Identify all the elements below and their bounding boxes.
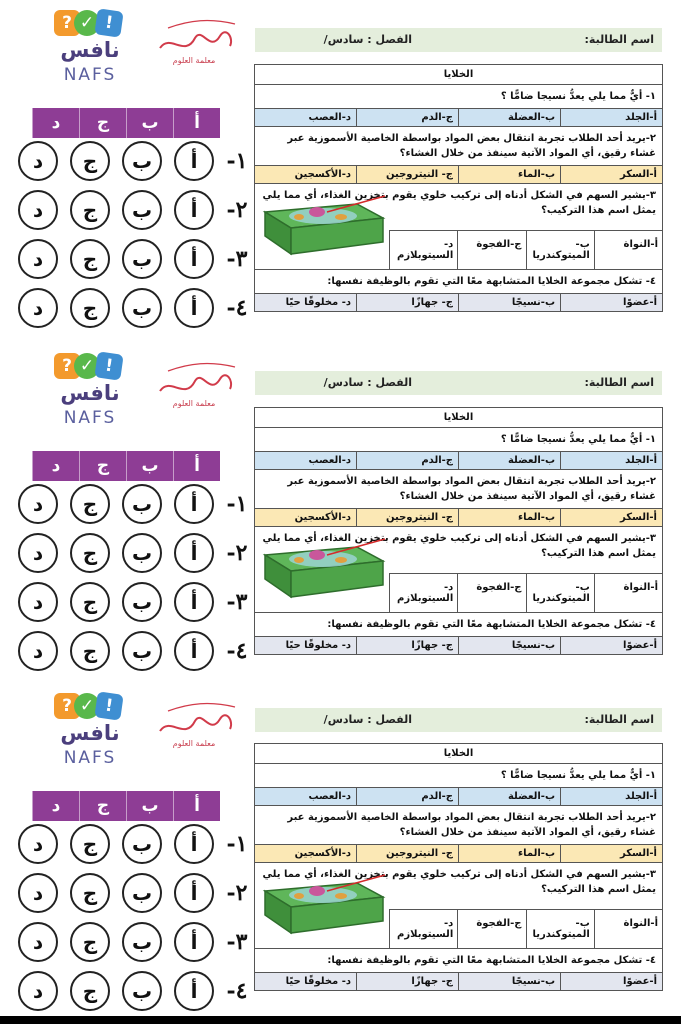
- question-number: ٢-: [226, 880, 248, 906]
- quiz-table: [254, 64, 663, 312]
- answer-bubble[interactable]: أ: [174, 141, 214, 181]
- option[interactable]: أ-الجلد: [560, 452, 662, 469]
- question-number: ١-: [226, 491, 248, 517]
- logo-arabic: نافس: [60, 721, 120, 745]
- q3-options: [389, 573, 662, 612]
- option[interactable]: ج-الفجوة: [457, 574, 525, 612]
- option[interactable]: أ-السكر: [560, 166, 662, 183]
- answer-bubble[interactable]: د: [18, 873, 58, 913]
- option[interactable]: ب-الميتوكندريا: [526, 574, 594, 612]
- answer-bubble[interactable]: ج: [70, 873, 110, 913]
- answer-row: [4, 581, 254, 623]
- q1-options: [255, 452, 662, 470]
- exclamation-icon: !: [94, 8, 123, 37]
- option[interactable]: د-الأكسجين: [294, 512, 351, 523]
- quiz-title: الخلايا: [255, 65, 662, 85]
- option[interactable]: ب-الماء: [458, 509, 560, 526]
- question-number: ٣-: [226, 246, 248, 272]
- option[interactable]: أ-النواة: [594, 910, 662, 948]
- q1-options: [255, 788, 662, 806]
- question-4: ٤- تشكل مجموعة الخلايا المتشابهة معًا التي تقوم بالوظيفة نفسها:: [327, 619, 656, 630]
- question-3: ٣-يشير السهم في الشكل أدناه إلى تركيب خلوي يقوم بتخزين الغذاء، أي مما يلي يمثل اسم هذا التركيب؟: [262, 190, 656, 216]
- answer-bubble[interactable]: أ: [174, 190, 214, 230]
- option[interactable]: ج-الدم: [356, 788, 458, 805]
- answer-bubble[interactable]: ج: [70, 971, 110, 1011]
- answer-row: [4, 483, 254, 525]
- answer-header: [32, 108, 220, 138]
- question-3: ٣-يشير السهم في الشكل أدناه إلى تركيب خلوي يقوم بتخزين الغذاء، أي مما يلي يمثل اسم هذا التركيب؟: [262, 869, 656, 895]
- answer-bubble[interactable]: أ: [174, 824, 214, 864]
- answer-header-cell: أ: [173, 791, 220, 821]
- option[interactable]: ب-الميتوكندريا: [526, 910, 594, 948]
- q3-options: [389, 909, 662, 948]
- option[interactable]: أ-السكر: [560, 509, 662, 526]
- question-number: ٢-: [226, 540, 248, 566]
- question-1: ١- أيٌّ مما يلي يعدُّ نسيجا ضامًّا ؟: [500, 770, 656, 781]
- option[interactable]: ج-الدم: [356, 452, 458, 469]
- answer-header-cell: ب: [126, 791, 173, 821]
- answer-bubble[interactable]: د: [18, 922, 58, 962]
- answer-bubble[interactable]: ج: [70, 484, 110, 524]
- option[interactable]: د-الأكسجين: [294, 848, 351, 859]
- quiz-table: [254, 743, 663, 991]
- svg-text:معلمة العلوم: معلمة العلوم: [172, 399, 216, 408]
- nafs-logo: [42, 8, 132, 88]
- option[interactable]: ج- جهازًا: [356, 637, 458, 654]
- plant-cell-image: [257, 190, 387, 258]
- plant-cell-image: [257, 533, 387, 601]
- option[interactable]: ب-الميتوكندريا: [526, 231, 594, 269]
- logo-english: NAFS: [63, 65, 117, 85]
- student-name-label[interactable]: اسم الطالبة:: [584, 713, 654, 726]
- q1-options: [255, 109, 662, 127]
- answer-bubble[interactable]: د: [18, 971, 58, 1011]
- quiz-title: الخلايا: [255, 408, 662, 428]
- option[interactable]: ج- النيتروجين: [356, 166, 458, 183]
- answer-bubble[interactable]: ج: [70, 190, 110, 230]
- exclamation-icon: !: [94, 691, 123, 720]
- quiz-table: [254, 407, 663, 655]
- svg-text:معلمة العلوم: معلمة العلوم: [172, 739, 216, 748]
- option[interactable]: د-العصب: [308, 455, 351, 466]
- option[interactable]: ج- جهازًا: [356, 294, 458, 311]
- option[interactable]: د-السيتوبلازم: [397, 239, 454, 261]
- answer-header-cell: ب: [126, 451, 173, 481]
- student-name-label[interactable]: اسم الطالبة:: [584, 376, 654, 389]
- answer-bubble[interactable]: ب: [122, 873, 162, 913]
- option[interactable]: أ-النواة: [594, 574, 662, 612]
- answer-bubble[interactable]: ب: [122, 141, 162, 181]
- nafs-logo: [42, 351, 132, 431]
- question-3: ٣-يشير السهم في الشكل أدناه إلى تركيب خلوي يقوم بتخزين الغذاء، أي مما يلي يمثل اسم هذا التركيب؟: [262, 533, 656, 559]
- answer-header: [32, 791, 220, 821]
- option[interactable]: ج- النيتروجين: [356, 845, 458, 862]
- answer-header: [32, 451, 220, 481]
- logo-arabic: نافس: [60, 38, 120, 62]
- answer-bubble[interactable]: أ: [174, 239, 214, 279]
- bottom-bar: [0, 1016, 681, 1024]
- answer-bubble[interactable]: د: [18, 582, 58, 622]
- q2-options: [255, 509, 662, 527]
- question-2: ٢-يريد أحد الطلاب تجربة انتقال بعض المواد بواسطة الخاصية الأسموزية عبر غشاء رقيق، أي المواد الآتية سينفذ من خلال الغشاء؟: [287, 133, 656, 159]
- question-number: ٣-: [226, 929, 248, 955]
- question-1: ١- أيٌّ مما يلي يعدُّ نسيجا ضامًّا ؟: [500, 434, 656, 445]
- option[interactable]: د-السيتوبلازم: [397, 582, 454, 604]
- answer-header-cell: د: [32, 451, 79, 481]
- option[interactable]: ب-العضلة: [458, 452, 560, 469]
- answer-bubble[interactable]: أ: [174, 533, 214, 573]
- question-number: ٣-: [226, 589, 248, 615]
- q4-options: [255, 973, 662, 990]
- answer-header-cell: أ: [173, 451, 220, 481]
- answer-bubble[interactable]: د: [18, 533, 58, 573]
- answer-bubble[interactable]: ج: [70, 631, 110, 671]
- teacher-signature: [150, 351, 240, 411]
- check-icon: ✓: [74, 10, 100, 36]
- logo-english: NAFS: [63, 408, 117, 428]
- question-number: ٤-: [226, 638, 248, 664]
- logo-arabic: نافس: [60, 381, 120, 405]
- option[interactable]: د-الأكسجين: [294, 169, 351, 180]
- option[interactable]: د-السيتوبلازم: [397, 918, 454, 940]
- question-2: ٢-يريد أحد الطلاب تجربة انتقال بعض المواد بواسطة الخاصية الأسموزية عبر غشاء رقيق، أي المواد الآتية سينفذ من خلال الغشاء؟: [287, 812, 656, 838]
- option[interactable]: ب-نسيجًا: [458, 294, 560, 311]
- answer-bubble[interactable]: ب: [122, 533, 162, 573]
- watermark: [20, 930, 250, 1010]
- option[interactable]: ج-الفجوة: [457, 910, 525, 948]
- option[interactable]: ج-الدم: [356, 109, 458, 126]
- answer-bubble[interactable]: د: [18, 288, 58, 328]
- answer-bubble[interactable]: ب: [122, 582, 162, 622]
- option[interactable]: د-العصب: [308, 112, 351, 123]
- question-number: ٤-: [226, 978, 248, 1004]
- answer-bubble[interactable]: د: [18, 824, 58, 864]
- answer-row: [4, 872, 254, 914]
- answer-bubble[interactable]: أ: [174, 631, 214, 671]
- q4-options: [255, 294, 662, 311]
- nafs-logo: [42, 691, 132, 771]
- answer-bubble[interactable]: أ: [174, 582, 214, 622]
- student-info-bar: [255, 28, 662, 52]
- exclamation-icon: !: [94, 351, 123, 380]
- answer-bubble[interactable]: ب: [122, 190, 162, 230]
- answer-header-cell: د: [32, 791, 79, 821]
- option[interactable]: ب-العضلة: [458, 109, 560, 126]
- question-mark-icon: ?: [54, 353, 80, 379]
- answer-bubble[interactable]: ب: [122, 922, 162, 962]
- svg-text:معلمة العلوم: معلمة العلوم: [172, 56, 216, 65]
- question-mark-icon: ?: [54, 10, 80, 36]
- answer-bubble[interactable]: ج: [70, 533, 110, 573]
- question-1: ١- أيٌّ مما يلي يعدُّ نسيجا ضامًّا ؟: [500, 91, 656, 102]
- option[interactable]: أ-الجلد: [560, 109, 662, 126]
- option[interactable]: ب-الماء: [458, 845, 560, 862]
- question-number: ٤-: [226, 295, 248, 321]
- class-label[interactable]: الفصل : سادس/: [323, 33, 412, 46]
- answer-bubble[interactable]: د: [18, 190, 58, 230]
- answer-row: [4, 287, 254, 329]
- answer-bubble[interactable]: ب: [122, 239, 162, 279]
- question-4: ٤- تشكل مجموعة الخلايا المتشابهة معًا التي تقوم بالوظيفة نفسها:: [327, 955, 656, 966]
- option[interactable]: ب-الماء: [458, 166, 560, 183]
- plant-cell-image: [257, 869, 387, 937]
- answer-header-cell: د: [32, 108, 79, 138]
- answer-bubble[interactable]: ج: [70, 141, 110, 181]
- student-info-bar: [255, 371, 662, 395]
- answer-bubble[interactable]: أ: [174, 288, 214, 328]
- option[interactable]: ب-نسيجًا: [458, 637, 560, 654]
- answer-bubble[interactable]: ب: [122, 971, 162, 1011]
- answer-row: [4, 189, 254, 231]
- question-4: ٤- تشكل مجموعة الخلايا المتشابهة معًا التي تقوم بالوظيفة نفسها:: [327, 276, 656, 287]
- answer-bubble[interactable]: د: [18, 631, 58, 671]
- question-number: ١-: [226, 148, 248, 174]
- quiz-title: الخلايا: [255, 744, 662, 764]
- option[interactable]: ج-الفجوة: [457, 231, 525, 269]
- q4-options: [255, 637, 662, 654]
- question-mark-icon: ?: [54, 693, 80, 719]
- answer-bubble[interactable]: ج: [70, 922, 110, 962]
- option[interactable]: أ-السكر: [560, 845, 662, 862]
- q3-options: [389, 230, 662, 269]
- answer-row: [4, 630, 254, 672]
- answer-bubble[interactable]: ج: [70, 582, 110, 622]
- option[interactable]: د- مخلوقًا حيًا: [285, 640, 351, 651]
- answer-row: [4, 238, 254, 280]
- answer-bubble[interactable]: أ: [174, 922, 214, 962]
- answer-bubble[interactable]: ب: [122, 631, 162, 671]
- class-label[interactable]: الفصل : سادس/: [323, 376, 412, 389]
- option[interactable]: د- مخلوقًا حيًا: [285, 297, 351, 308]
- option[interactable]: د-العصب: [308, 791, 351, 802]
- answer-bubble[interactable]: ج: [70, 824, 110, 864]
- logo-english: NAFS: [63, 748, 117, 768]
- option[interactable]: د- مخلوقًا حيًا: [285, 976, 351, 987]
- answer-row: [4, 532, 254, 574]
- option[interactable]: ب-نسيجًا: [458, 973, 560, 990]
- answer-bubble[interactable]: أ: [174, 971, 214, 1011]
- answer-header-cell: ج: [79, 791, 126, 821]
- question-number: ٢-: [226, 197, 248, 223]
- student-info-bar: [255, 708, 662, 732]
- option[interactable]: ج- جهازًا: [356, 973, 458, 990]
- answer-header-cell: أ: [173, 108, 220, 138]
- option[interactable]: أ-النواة: [594, 231, 662, 269]
- answer-row: [4, 823, 254, 865]
- check-icon: ✓: [74, 353, 100, 379]
- option[interactable]: ج- النيتروجين: [356, 509, 458, 526]
- answer-bubble[interactable]: ب: [122, 824, 162, 864]
- class-label[interactable]: الفصل : سادس/: [323, 713, 412, 726]
- answer-bubble[interactable]: د: [18, 141, 58, 181]
- answer-bubble[interactable]: د: [18, 239, 58, 279]
- question-2: ٢-يريد أحد الطلاب تجربة انتقال بعض المواد بواسطة الخاصية الأسموزية عبر غشاء رقيق، أي المواد الآتية سينفذ من خلال الغشاء؟: [287, 476, 656, 502]
- q2-options: [255, 845, 662, 863]
- answer-bubble[interactable]: ب: [122, 288, 162, 328]
- answer-header-cell: ج: [79, 451, 126, 481]
- answer-bubble[interactable]: ج: [70, 239, 110, 279]
- answer-header-cell: ب: [126, 108, 173, 138]
- answer-bubble[interactable]: أ: [174, 873, 214, 913]
- answer-bubble[interactable]: د: [18, 484, 58, 524]
- option[interactable]: أ-عضوًا: [560, 637, 662, 654]
- question-number: ١-: [226, 831, 248, 857]
- teacher-signature: [150, 691, 240, 751]
- answer-header-cell: ج: [79, 108, 126, 138]
- student-name-label[interactable]: اسم الطالبة:: [584, 33, 654, 46]
- answer-bubble[interactable]: ب: [122, 484, 162, 524]
- option[interactable]: أ-الجلد: [560, 788, 662, 805]
- option[interactable]: ب-العضلة: [458, 788, 560, 805]
- answer-row: [4, 140, 254, 182]
- q2-options: [255, 166, 662, 184]
- answer-bubble[interactable]: ج: [70, 288, 110, 328]
- option[interactable]: أ-عضوًا: [560, 973, 662, 990]
- answer-bubble[interactable]: أ: [174, 484, 214, 524]
- option[interactable]: أ-عضوًا: [560, 294, 662, 311]
- check-icon: ✓: [74, 693, 100, 719]
- teacher-signature: [150, 8, 240, 68]
